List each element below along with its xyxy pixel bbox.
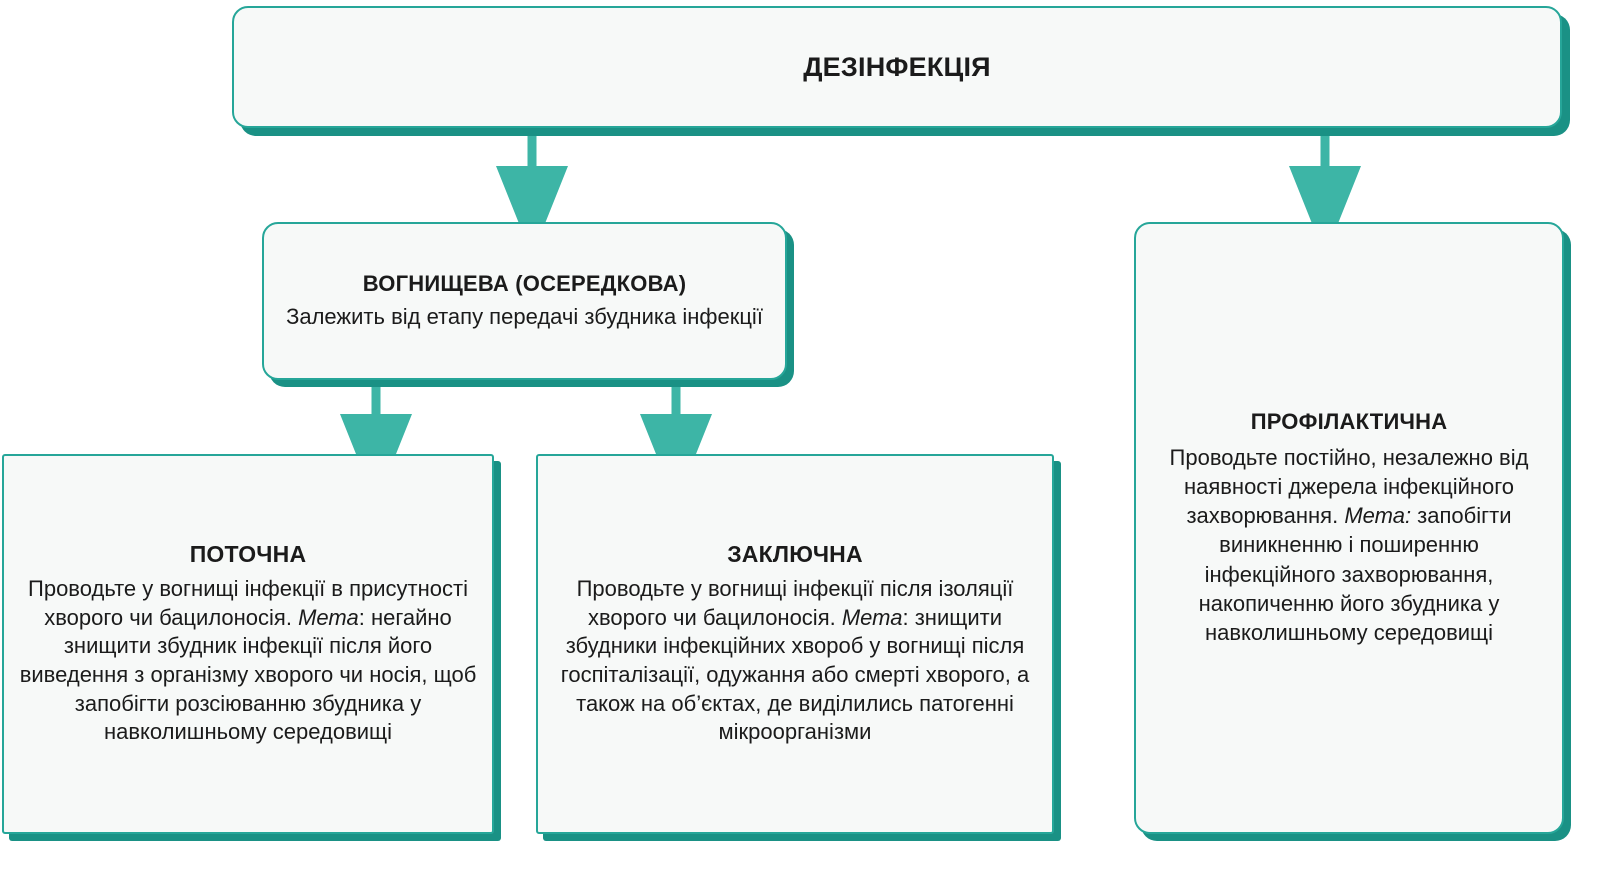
node-text-final <box>548 575 1042 747</box>
node-title-final: ЗАКЛЮЧНА <box>727 541 863 568</box>
node-title-focal: ВОГНИЩЕВА (ОСЕРЕДКОВА) <box>362 271 687 297</box>
node-text-prophylactic <box>1152 443 1546 648</box>
node-text-prophylactic-part1: Проводьте постійно, незалежно від наявності джерела інфекційного захворювання. <box>1169 444 1529 529</box>
node-text-focal: Залежить від етапу передачі збудника інфекції <box>286 304 763 330</box>
node-final-disinfection[interactable] <box>536 454 1054 834</box>
node-text-current-part2: : негайно знищити збудник інфекції після його виведення з організму хворого чи носія, щоб запобігти розсіюванню збудника у навколишньому середовищі <box>19 604 477 745</box>
node-disinfection-root[interactable] <box>232 6 1562 128</box>
node-text-prophylactic-part2: запобігти виникненню і поширенню інфекційного захворювання, накопиченню його збудника у навколишньому середовищі <box>1198 503 1512 646</box>
node-goal-label-current: Мета <box>298 604 359 630</box>
node-text-final-part2: : знищити збудники інфекційних хвороб у вогнищі після госпіталізації, одужання або смерті хворого, а також на об’єктах, де виділились патогенні мікроорганізми <box>560 604 1030 745</box>
node-current-disinfection[interactable] <box>2 454 494 834</box>
node-text-final-part1: Проводьте у вогнищі інфекції після ізоляції хворого чи бацилоносія. <box>576 576 1014 630</box>
node-prophylactic-disinfection[interactable] <box>1134 222 1564 834</box>
node-text-current-part1: Проводьте у вогнищі інфекції в присутності хворого чи бацилоносія. <box>28 576 468 630</box>
node-goal-label-final: Мета <box>841 604 903 630</box>
node-title-prophylactic: ПРОФІЛАКТИЧНА <box>1250 408 1448 434</box>
node-text-current <box>14 575 482 747</box>
node-focal-disinfection[interactable] <box>262 222 787 380</box>
node-goal-label-prophylactic: Мета: <box>1344 503 1412 529</box>
node-title-current: ПОТОЧНА <box>189 541 307 568</box>
node-title-root: ДЕЗІНФЕКЦІЯ <box>803 51 991 82</box>
